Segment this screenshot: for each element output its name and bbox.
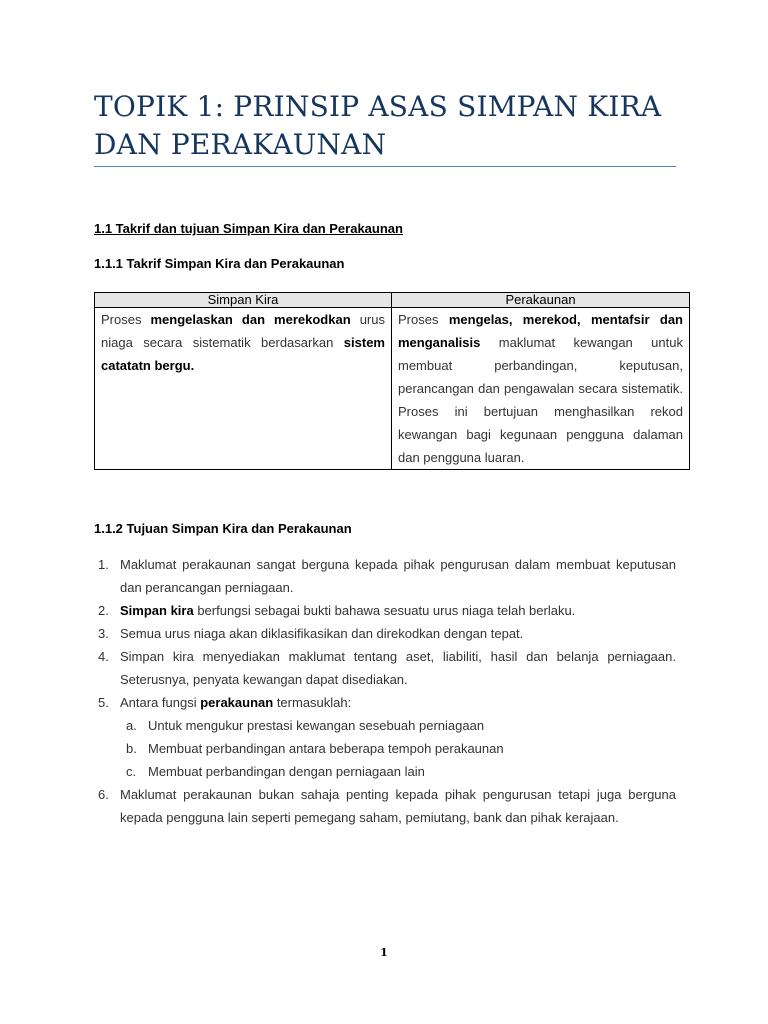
function-sublist bbox=[120, 714, 676, 783]
table-header-simpan-kira: Simpan Kira bbox=[95, 293, 392, 308]
definition-table bbox=[94, 292, 690, 470]
table-cell-perakaunan: Proses mengelas, merekod, mentafsir dan menganalisis maklumat kewangan untuk membuat perbandingan, keputusan, perancangan dan pengawalan secara sistematik. Proses ini bertujuan menghasilkan rekod kewangan bagi kegunaan pengguna dalaman dan pengguna luaran. bbox=[392, 308, 690, 470]
table-cell-simpan-kira: Proses mengelaskan dan merekodkan urus niaga secara sistematik berdasarkan sistem catatatn bergu. bbox=[95, 308, 392, 470]
sub-list-item: a. Untuk mengukur prestasi kewangan sesebuah perniagaan bbox=[126, 718, 485, 733]
table-header-row bbox=[95, 293, 690, 308]
list-item: 5. Antara fungsi perakaunan termasuklah: a. Untuk mengukur prestasi kewangan sesebuah perniagaan b. Membuat perbandingan antara beberapa tempoh perakaunan c. Membuat perbandingan dengan perniagaan lain bbox=[94, 691, 676, 783]
page-number: 1 bbox=[380, 946, 388, 959]
list-item: 6. Maklumat perakaunan bukan sahaja penting kepada pihak pengurusan tetapi juga berguna kepada pengguna lain seperti pemegang saham, pemiutang, bank dan pihak kerajaan. bbox=[98, 787, 676, 825]
page-title: TOPIK 1: PRINSIP ASAS SIMPAN KIRA DAN PERAKAUNAN bbox=[94, 90, 662, 161]
list-item: 1. Maklumat perakaunan sangat berguna kepada pihak pengurusan dalam membuat keputusan dan perancangan perniagaan. bbox=[98, 557, 676, 595]
title-divider bbox=[94, 166, 676, 167]
list-item: 2. Simpan kira berfungsi sebagai bukti bahawa sesuatu urus niaga telah berlaku. bbox=[98, 603, 576, 618]
list-item: 4. Simpan kira menyediakan maklumat tentang aset, liabiliti, hasil dan belanja perniagaan. Seterusnya, penyata kewangan dapat disediakan. bbox=[98, 649, 676, 687]
table-header-perakaunan: Perakaunan bbox=[392, 293, 690, 308]
list-item: 3. Semua urus niaga akan diklasifikasikan dan direkodkan dengan tepat. bbox=[98, 626, 524, 641]
sub-list-item: c. Membuat perbandingan dengan perniagaan lain bbox=[126, 764, 425, 779]
section-heading-1-1: 1.1 Takrif dan tujuan Simpan Kira dan Perakaunan bbox=[94, 221, 403, 236]
table-row bbox=[95, 308, 690, 470]
section-heading-1-1-2: 1.1.2 Tujuan Simpan Kira dan Perakaunan bbox=[94, 521, 352, 536]
purpose-list bbox=[94, 553, 676, 829]
section-heading-1-1-1: 1.1.1 Takrif Simpan Kira dan Perakaunan bbox=[94, 256, 345, 271]
sub-list-item: b. Membuat perbandingan antara beberapa tempoh perakaunan bbox=[126, 741, 504, 756]
